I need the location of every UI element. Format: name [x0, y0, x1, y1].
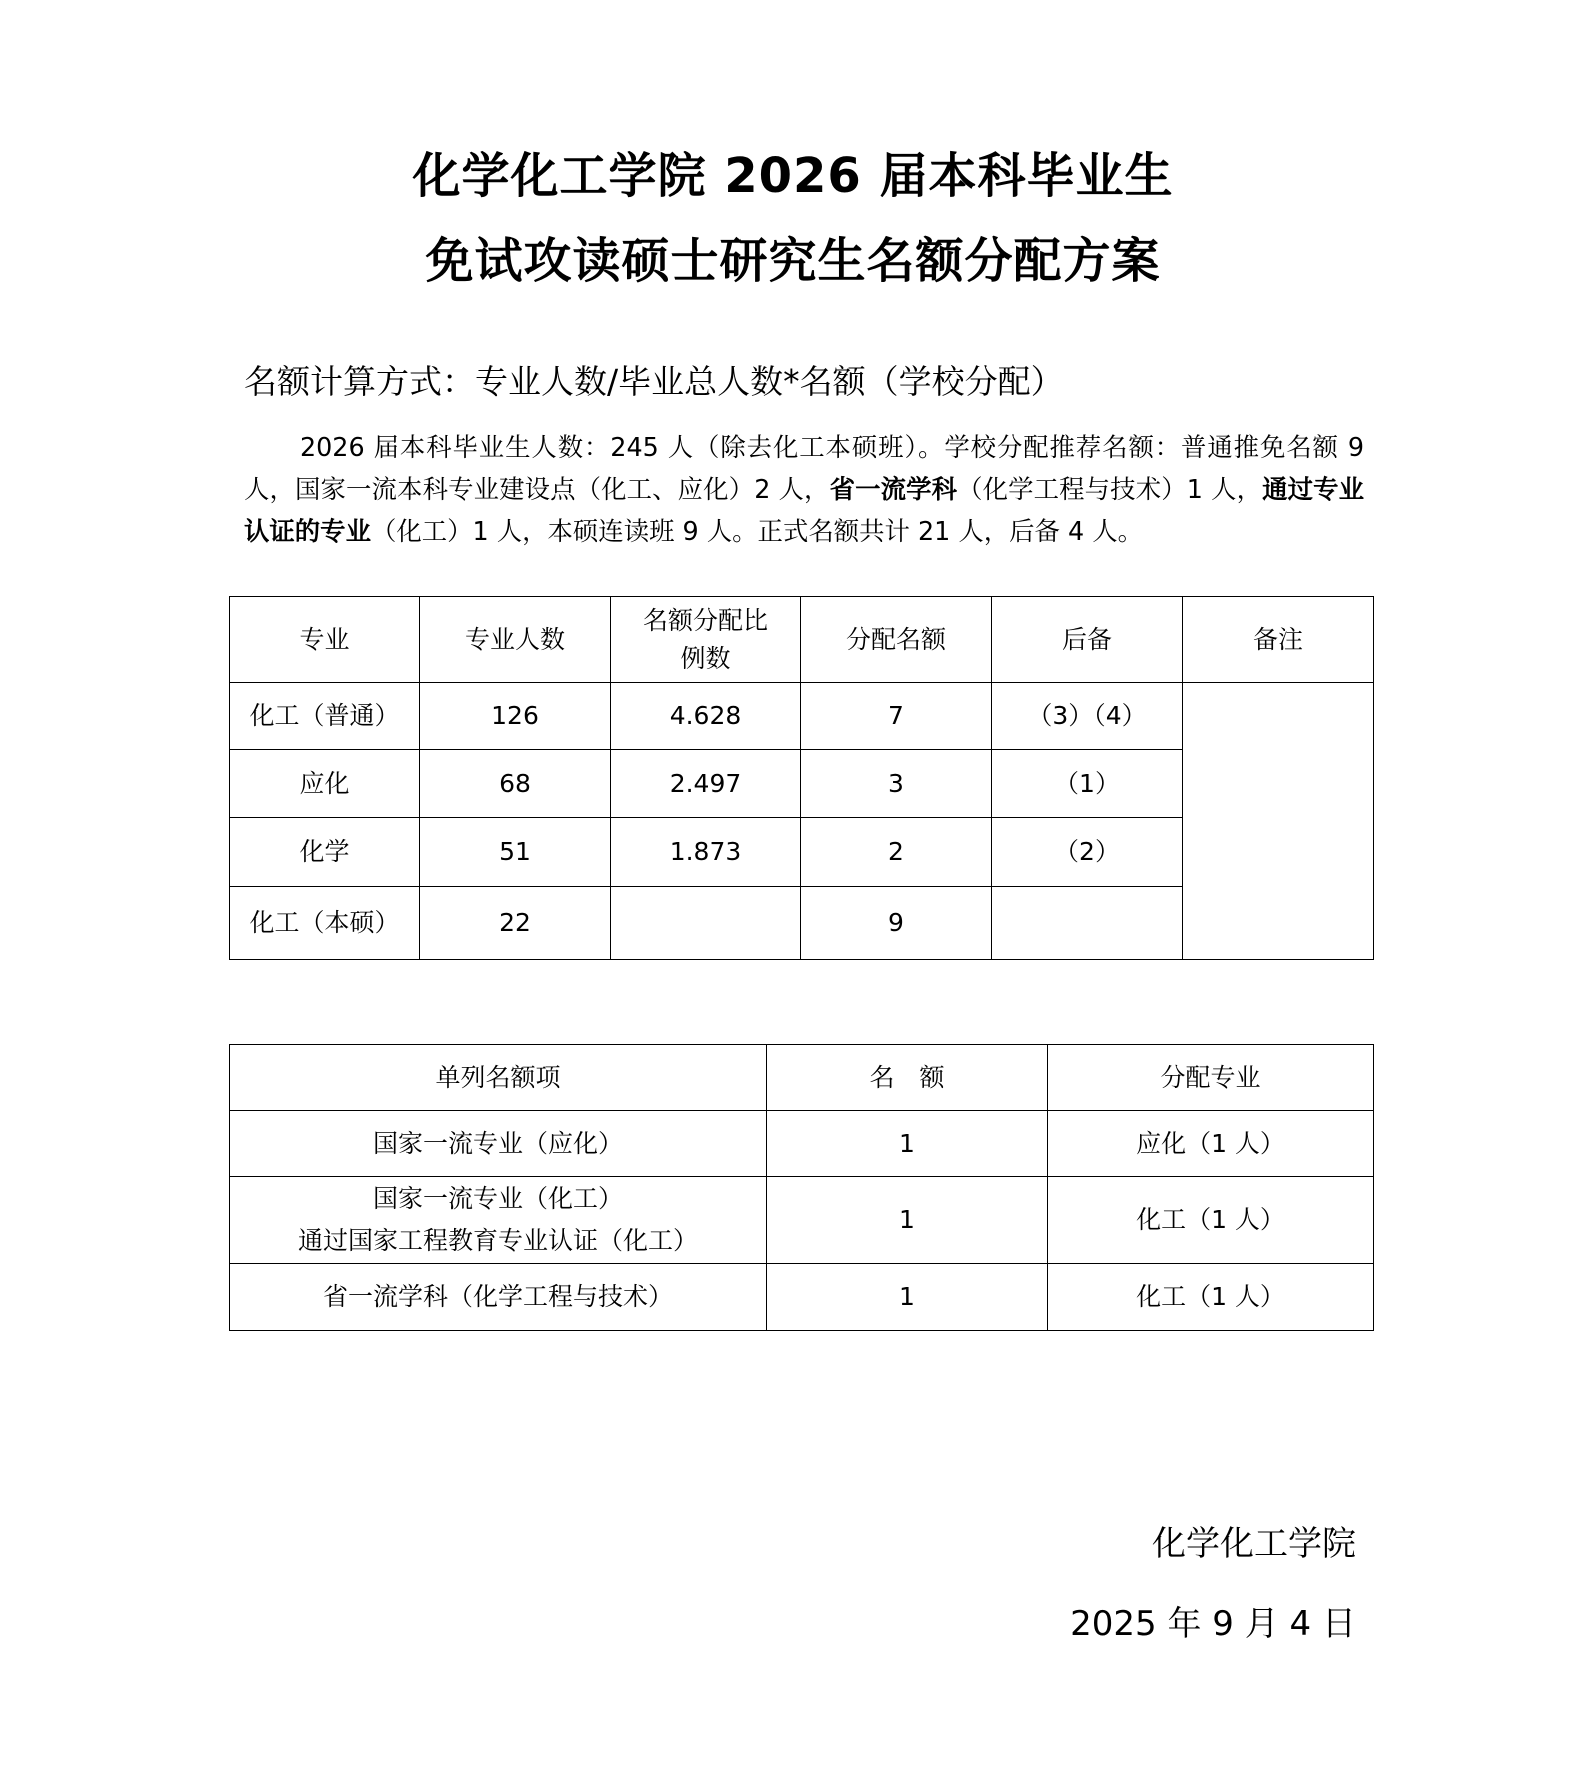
cell-backup [992, 887, 1183, 960]
cell-quota: 1 [767, 1264, 1048, 1331]
table-header-row [230, 1045, 1374, 1111]
table-row [230, 1177, 1374, 1264]
table-header-row [230, 597, 1374, 683]
cell-count: 51 [420, 818, 611, 887]
cell-quota: 1 [767, 1177, 1048, 1264]
cell-assigned-major: 化工（1 人） [1048, 1264, 1374, 1331]
cell-quota: 7 [801, 683, 992, 750]
table-row [230, 1111, 1374, 1177]
cell-major: 化工（普通） [230, 683, 420, 750]
signature-organization: 化学化工学院 [1152, 1524, 1356, 1564]
cell-count: 22 [420, 887, 611, 960]
header-major: 专业 [230, 597, 420, 683]
table-row [230, 683, 1374, 750]
quota-formula: 名额计算方式：专业人数/毕业总人数*名额（学校分配） [244, 362, 1064, 401]
cell-item: 国家一流专业（应化） [230, 1111, 767, 1177]
cell-major: 化工（本硕） [230, 887, 420, 960]
table-row [230, 1264, 1374, 1331]
cell-major: 应化 [230, 750, 420, 818]
cell-count: 68 [420, 750, 611, 818]
cell-count: 126 [420, 683, 611, 750]
cell-backup: （2） [992, 818, 1183, 887]
header-remark: 备注 [1183, 597, 1374, 683]
summary-bold-2: 通过专业认证的专业 [244, 474, 1364, 546]
header-ratio: 名额分配比例数 [611, 597, 801, 683]
cell-backup: （1） [992, 750, 1183, 818]
summary-text-2: （化学工程与技术）1 人， [957, 474, 1263, 504]
cell-ratio: 1.873 [611, 818, 801, 887]
document-title-line1: 化学化工学院 2026 届本科毕业生 [412, 148, 1174, 204]
cell-assigned-major: 应化（1 人） [1048, 1111, 1374, 1177]
cell-assigned-major: 化工（1 人） [1048, 1177, 1374, 1264]
summary-text-1: 2026 届本科毕业生人数：245 人（除去化工本硕班）。学校分配推荐名额：普通推免名额 9 人，国家一流本科专业建设点（化工、应化）2 人， [244, 432, 1364, 504]
quota-allocation-table [229, 596, 1374, 960]
cell-ratio: 4.628 [611, 683, 801, 750]
header-backup: 后备 [992, 597, 1183, 683]
cell-major: 化学 [230, 818, 420, 887]
summary-bold-1: 省一流学科 [829, 474, 958, 504]
cell-quota: 9 [801, 887, 992, 960]
cell-item: 国家一流专业（化工） 通过国家工程教育专业认证（化工） [230, 1177, 767, 1264]
summary-text-3: （化工）1 人，本硕连读班 9 人。正式名额共计 21 人，后备 4 人。 [370, 516, 1143, 546]
cell-ratio: 2.497 [611, 750, 801, 818]
cell-ratio [611, 887, 801, 960]
header-assigned-major: 分配专业 [1048, 1045, 1374, 1111]
cell-backup: （3）（4） [992, 683, 1183, 750]
cell-quota: 3 [801, 750, 992, 818]
special-quota-table [229, 1044, 1374, 1331]
header-quota: 分配名额 [801, 597, 992, 683]
cell-item: 省一流学科（化学工程与技术） [230, 1264, 767, 1331]
cell-quota: 1 [767, 1111, 1048, 1177]
header-count: 专业人数 [420, 597, 611, 683]
header-item: 单列名额项 [230, 1045, 767, 1111]
summary-paragraph [244, 426, 1364, 552]
document-title-line2: 免试攻读硕士研究生名额分配方案 [425, 233, 1161, 289]
header-quota: 名 额 [767, 1045, 1048, 1111]
signature-date: 2025 年 9 月 4 日 [1070, 1604, 1356, 1644]
cell-quota: 2 [801, 818, 992, 887]
cell-remark [1183, 683, 1374, 960]
